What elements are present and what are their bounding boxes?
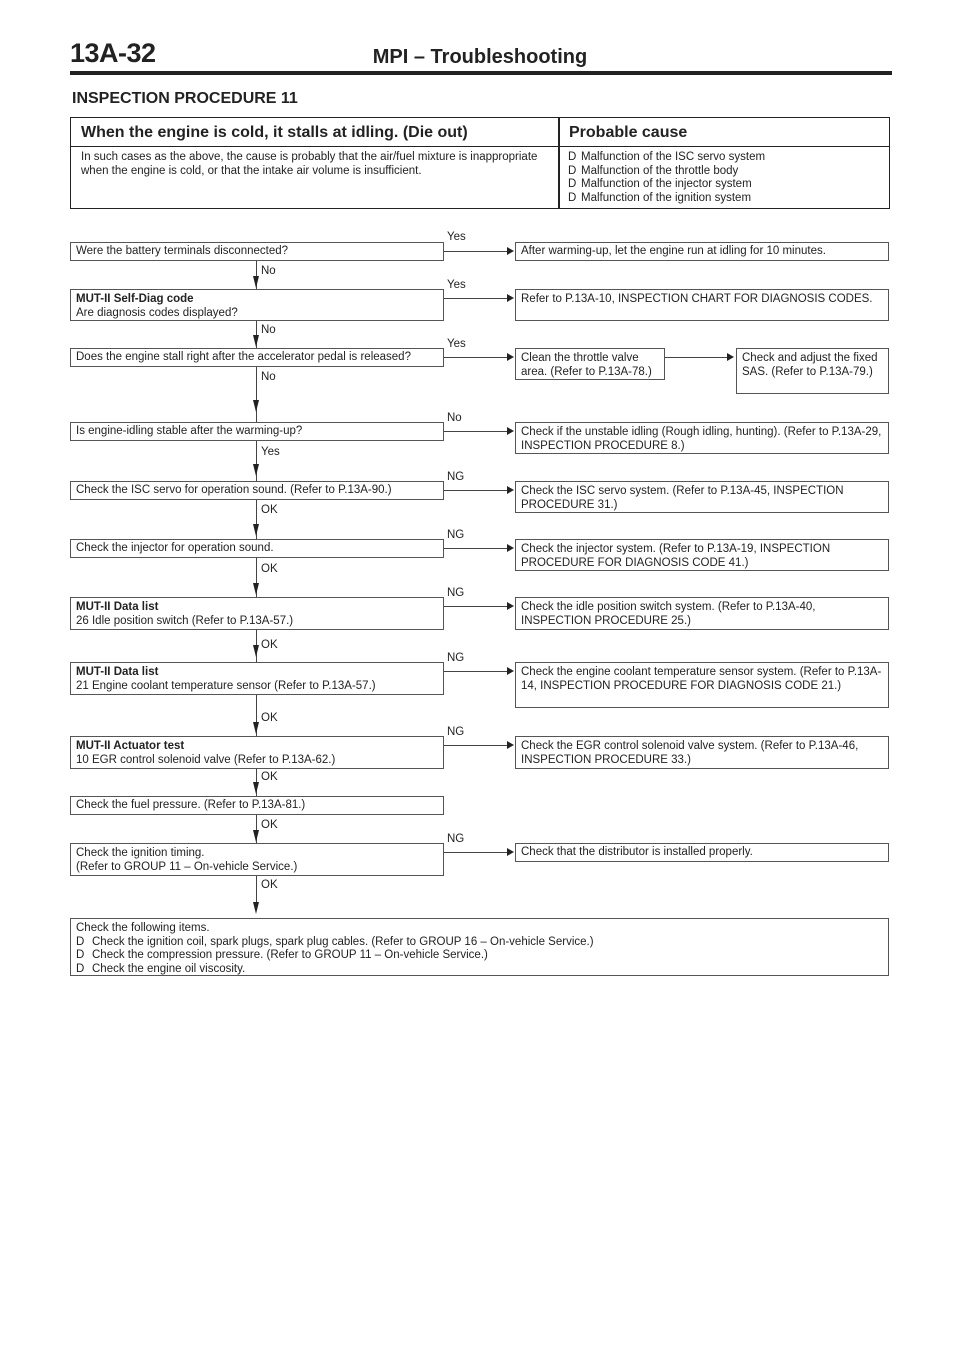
step-text: (Refer to GROUP 11 – On-vehicle Service.) xyxy=(76,860,298,873)
symptom-table xyxy=(70,117,890,209)
cause-item: D Malfunction of the ISC servo system xyxy=(568,151,883,165)
connector xyxy=(444,606,510,607)
no-label: No xyxy=(261,371,276,383)
no-label: No xyxy=(261,265,276,277)
yes-label: Yes xyxy=(261,446,280,458)
step-idle-switch xyxy=(70,597,444,630)
step-idle-switch-system: Check the idle position switch system. (Refer to P.13A-40, INSPECTION PROCEDURE 25.) xyxy=(515,597,889,630)
step-stall-question: Does the engine stall right after the accelerator pedal is released? xyxy=(70,348,444,367)
step-injector-system: Check the injector system. (Refer to P.13A-19, INSPECTION PROCEDURE FOR DIAGNOSIS CODE 41.) xyxy=(515,539,889,571)
ok-label: OK xyxy=(261,771,278,783)
ng-label: NG xyxy=(447,471,465,483)
connector xyxy=(444,490,510,491)
arrow-down-icon xyxy=(253,782,259,794)
step-title: MUT-II Actuator test xyxy=(76,740,185,752)
ng-label: NG xyxy=(447,652,465,664)
step-coolant-sensor xyxy=(70,662,444,695)
step-ignition-timing xyxy=(70,843,444,876)
arrow-right-icon xyxy=(727,353,734,361)
arrow-down-icon xyxy=(253,464,259,476)
final-item: D Check the engine oil viscosity. xyxy=(76,963,883,977)
connector xyxy=(444,671,510,672)
ok-label: OK xyxy=(261,504,278,516)
cause-item: D Malfunction of the ignition system xyxy=(568,192,883,206)
yes-label: Yes xyxy=(447,231,466,243)
step-coolant-system: Check the engine coolant temperature sensor system. (Refer to P.13A-14, INSPECTION PROCEDURE FOR DIAGNOSIS CODE 21.) xyxy=(515,662,889,708)
symptom-heading: When the engine is cold, it stalls at idling. (Die out) xyxy=(71,118,559,147)
step-idle-stable: Is engine-idling stable after the warming-up? xyxy=(70,422,444,441)
step-text: 10 EGR control solenoid valve (Refer to P.13A-62.) xyxy=(76,753,336,766)
step-isc-system: Check the ISC servo system. (Refer to P.13A-45, INSPECTION PROCEDURE 31.) xyxy=(515,481,889,513)
arrow-right-icon xyxy=(507,602,514,610)
step-rough-idle: Check if the unstable idling (Rough idling, hunting). (Refer to P.13A-29, INSPECTION PROCEDURE 8.) xyxy=(515,422,889,454)
header-rule xyxy=(70,71,892,75)
ng-label: NG xyxy=(447,726,465,738)
cause-heading: Probable cause xyxy=(559,118,889,147)
cause-list xyxy=(568,151,883,205)
step-battery-question: Were the battery terminals disconnected? xyxy=(70,242,444,261)
arrow-right-icon xyxy=(507,486,514,494)
step-diag-result: Refer to P.13A-10, INSPECTION CHART FOR DIAGNOSIS CODES. xyxy=(515,289,889,321)
connector xyxy=(444,298,510,299)
connector xyxy=(444,431,510,432)
step-throttle-clean: Clean the throttle valve area. (Refer to P.13A-78.) xyxy=(515,348,665,380)
page-number: 13A-32 xyxy=(70,38,156,68)
connector xyxy=(444,745,510,746)
arrow-down-icon xyxy=(253,276,259,288)
step-sas-adjust: Check and adjust the fixed SAS. (Refer to P.13A-79.) xyxy=(736,348,889,394)
step-text: Are diagnosis codes displayed? xyxy=(76,306,238,319)
step-isc-sound: Check the ISC servo for operation sound. (Refer to P.13A-90.) xyxy=(70,481,444,500)
step-text: 21 Engine coolant temperature sensor (Refer to P.13A-57.) xyxy=(76,679,376,692)
ok-label: OK xyxy=(261,639,278,651)
procedure-title: INSPECTION PROCEDURE 11 xyxy=(72,90,298,107)
final-intro: Check the following items. xyxy=(76,922,210,934)
final-list xyxy=(76,936,883,977)
arrow-down-icon xyxy=(253,830,259,842)
arrow-right-icon xyxy=(507,848,514,856)
step-distributor: Check that the distributor is installed properly. xyxy=(515,843,889,862)
table-divider xyxy=(558,118,560,208)
connector xyxy=(665,357,730,358)
step-injector-sound: Check the injector for operation sound. xyxy=(70,539,444,558)
arrow-right-icon xyxy=(507,247,514,255)
cause-item: D Malfunction of the injector system xyxy=(568,178,883,192)
ng-label: NG xyxy=(447,529,465,541)
final-item: D Check the ignition coil, spark plugs, spark plug cables. (Refer to GROUP 16 – On-vehicle Service.) xyxy=(76,936,883,950)
step-final-checks xyxy=(70,918,889,976)
arrow-down-icon xyxy=(253,902,259,914)
step-text: 26 Idle position switch (Refer to P.13A-57.) xyxy=(76,614,294,627)
step-title: MUT-II Data list xyxy=(76,666,159,678)
step-title: MUT-II Self-Diag code xyxy=(76,293,194,305)
ok-label: OK xyxy=(261,819,278,831)
ok-label: OK xyxy=(261,879,278,891)
connector xyxy=(444,251,510,252)
final-item: D Check the compression pressure. (Refer to GROUP 11 – On-vehicle Service.) xyxy=(76,949,883,963)
arrow-right-icon xyxy=(507,353,514,361)
connector xyxy=(444,357,510,358)
ng-label: NG xyxy=(447,587,465,599)
arrow-right-icon xyxy=(507,427,514,435)
no-label: No xyxy=(261,324,276,336)
arrow-right-icon xyxy=(507,667,514,675)
yes-label: Yes xyxy=(447,338,466,350)
arrow-down-icon xyxy=(253,583,259,595)
no-label: No xyxy=(447,412,462,424)
step-text: Check the ignition timing. xyxy=(76,847,205,859)
step-title: MUT-II Data list xyxy=(76,601,159,613)
arrow-right-icon xyxy=(507,294,514,302)
connector xyxy=(444,852,510,853)
arrow-down-icon xyxy=(253,335,259,347)
ok-label: OK xyxy=(261,712,278,724)
step-diag-code xyxy=(70,289,444,321)
arrow-down-icon xyxy=(253,400,259,412)
arrow-right-icon xyxy=(507,544,514,552)
ok-label: OK xyxy=(261,563,278,575)
page-title: MPI – Troubleshooting xyxy=(372,46,588,68)
step-fuel-pressure: Check the fuel pressure. (Refer to P.13A-81.) xyxy=(70,796,444,815)
arrow-right-icon xyxy=(507,741,514,749)
ng-label: NG xyxy=(447,833,465,845)
arrow-down-icon xyxy=(253,645,259,657)
step-egr-test xyxy=(70,736,444,769)
step-egr-system: Check the EGR control solenoid valve system. (Refer to P.13A-46, INSPECTION PROCEDURE 33.) xyxy=(515,736,889,769)
step-battery-result: After warming-up, let the engine run at idling for 10 minutes. xyxy=(515,242,889,261)
connector xyxy=(444,548,510,549)
arrow-down-icon xyxy=(253,524,259,536)
symptom-description: In such cases as the above, the cause is probably that the air/fuel mixture is inappropriate when the engine is cold, or that the intake air volume is insufficient. xyxy=(81,151,538,177)
arrow-down-icon xyxy=(253,722,259,734)
cause-item: D Malfunction of the throttle body xyxy=(568,165,883,179)
yes-label: Yes xyxy=(447,279,466,291)
